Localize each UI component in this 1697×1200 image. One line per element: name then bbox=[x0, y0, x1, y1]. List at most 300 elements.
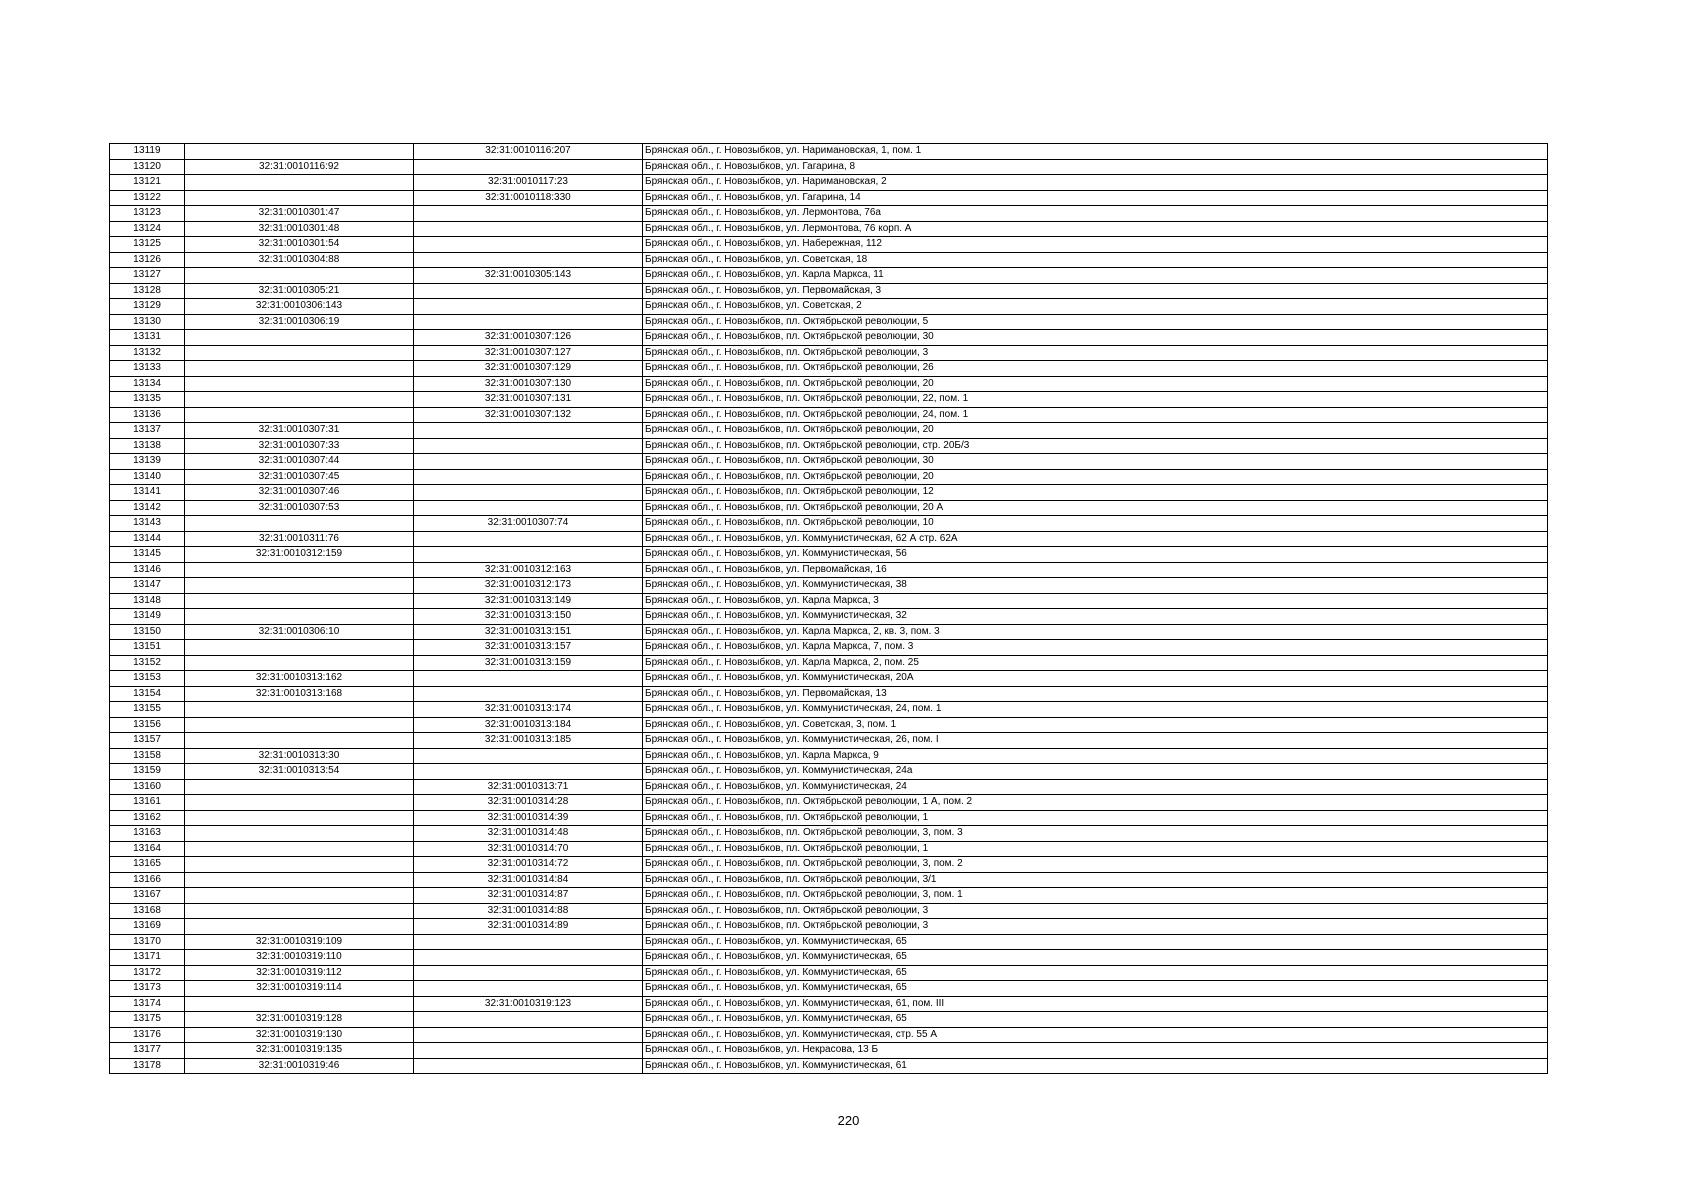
row-number-cell: 13141 bbox=[110, 485, 185, 501]
cadastral-number-alt-cell: 32:31:0010307:132 bbox=[414, 407, 643, 423]
row-number-cell: 13149 bbox=[110, 609, 185, 625]
table-row bbox=[110, 624, 1548, 640]
table-row bbox=[110, 903, 1548, 919]
cadastral-number-cell bbox=[185, 516, 414, 532]
cadastral-number-cell bbox=[185, 392, 414, 408]
row-number-cell: 13166 bbox=[110, 872, 185, 888]
table-row bbox=[110, 1027, 1548, 1043]
table-row bbox=[110, 438, 1548, 454]
cadastral-number-alt-cell: 32:31:0010313:157 bbox=[414, 640, 643, 656]
address-cell: Брянская обл., г. Новозыбков, пл. Октябрьской революции, 5 bbox=[643, 314, 1548, 330]
cadastral-number-alt-cell bbox=[414, 965, 643, 981]
cadastral-number-cell: 32:31:0010305:21 bbox=[185, 283, 414, 299]
table-row bbox=[110, 144, 1548, 160]
table-row bbox=[110, 717, 1548, 733]
cadastral-number-alt-cell: 32:31:0010312:163 bbox=[414, 562, 643, 578]
table-row bbox=[110, 640, 1548, 656]
cadastral-number-alt-cell: 32:31:0010307:129 bbox=[414, 361, 643, 377]
cadastral-number-cell bbox=[185, 562, 414, 578]
cadastral-number-alt-cell bbox=[414, 748, 643, 764]
table-row bbox=[110, 516, 1548, 532]
table-row bbox=[110, 857, 1548, 873]
cadastral-number-alt-cell bbox=[414, 283, 643, 299]
row-number-cell: 13146 bbox=[110, 562, 185, 578]
cadastral-number-alt-cell bbox=[414, 500, 643, 516]
row-number-cell: 13156 bbox=[110, 717, 185, 733]
address-cell: Брянская обл., г. Новозыбков, ул. Наримановская, 2 bbox=[643, 175, 1548, 191]
table-row bbox=[110, 686, 1548, 702]
row-number-cell: 13136 bbox=[110, 407, 185, 423]
address-cell: Брянская обл., г. Новозыбков, ул. Коммунистическая, 62 А стр. 62А bbox=[643, 531, 1548, 547]
cadastral-number-cell: 32:31:0010313:168 bbox=[185, 686, 414, 702]
table-row bbox=[110, 671, 1548, 687]
cadastral-number-alt-cell: 32:31:0010314:39 bbox=[414, 810, 643, 826]
cadastral-number-alt-cell: 32:31:0010313:159 bbox=[414, 655, 643, 671]
row-number-cell: 13168 bbox=[110, 903, 185, 919]
address-cell: Брянская обл., г. Новозыбков, ул. Лермонтова, 76а bbox=[643, 206, 1548, 222]
cadastral-number-alt-cell bbox=[414, 159, 643, 175]
row-number-cell: 13167 bbox=[110, 888, 185, 904]
cadastral-number-alt-cell: 32:31:0010313:71 bbox=[414, 779, 643, 795]
table-row bbox=[110, 981, 1548, 997]
cadastral-number-cell bbox=[185, 872, 414, 888]
cadastral-number-cell bbox=[185, 717, 414, 733]
address-cell: Брянская обл., г. Новозыбков, пл. Октябрьской революции, 1 bbox=[643, 810, 1548, 826]
address-cell: Брянская обл., г. Новозыбков, пл. Октябрьской революции, 3, пом. 1 bbox=[643, 888, 1548, 904]
address-cell: Брянская обл., г. Новозыбков, ул. Первомайская, 13 bbox=[643, 686, 1548, 702]
cadastral-number-alt-cell bbox=[414, 671, 643, 687]
address-cell: Брянская обл., г. Новозыбков, пл. Октябрьской революции, 26 bbox=[643, 361, 1548, 377]
row-number-cell: 13153 bbox=[110, 671, 185, 687]
cadastral-number-cell: 32:31:0010311:76 bbox=[185, 531, 414, 547]
row-number-cell: 13144 bbox=[110, 531, 185, 547]
cadastral-number-cell bbox=[185, 810, 414, 826]
address-cell: Брянская обл., г. Новозыбков, ул. Коммунистическая, 20А bbox=[643, 671, 1548, 687]
table-row bbox=[110, 283, 1548, 299]
table-row bbox=[110, 702, 1548, 718]
address-cell: Брянская обл., г. Новозыбков, ул. Коммунистическая, 56 bbox=[643, 547, 1548, 563]
cadastral-number-alt-cell: 32:31:0010307:131 bbox=[414, 392, 643, 408]
row-number-cell: 13119 bbox=[110, 144, 185, 160]
row-number-cell: 13150 bbox=[110, 624, 185, 640]
cadastral-number-alt-cell: 32:31:0010314:88 bbox=[414, 903, 643, 919]
cadastral-number-cell: 32:31:0010307:45 bbox=[185, 469, 414, 485]
table-row bbox=[110, 454, 1548, 470]
cadastral-number-alt-cell: 32:31:0010314:48 bbox=[414, 826, 643, 842]
row-number-cell: 13143 bbox=[110, 516, 185, 532]
address-cell: Брянская обл., г. Новозыбков, пл. Октябрьской революции, 3, пом. 3 bbox=[643, 826, 1548, 842]
address-cell: Брянская обл., г. Новозыбков, ул. Коммунистическая, 61, пом. III bbox=[643, 996, 1548, 1012]
row-number-cell: 13142 bbox=[110, 500, 185, 516]
cadastral-number-alt-cell bbox=[414, 1043, 643, 1059]
table-row bbox=[110, 376, 1548, 392]
table-row bbox=[110, 826, 1548, 842]
cadastral-number-alt-cell bbox=[414, 438, 643, 454]
cadastral-number-cell bbox=[185, 857, 414, 873]
row-number-cell: 13159 bbox=[110, 764, 185, 780]
cadastral-number-alt-cell: 32:31:0010307:130 bbox=[414, 376, 643, 392]
row-number-cell: 13175 bbox=[110, 1012, 185, 1028]
cadastral-number-alt-cell bbox=[414, 1027, 643, 1043]
cadastral-number-cell: 32:31:0010319:110 bbox=[185, 950, 414, 966]
address-cell: Брянская обл., г. Новозыбков, ул. Коммунистическая, 61 bbox=[643, 1058, 1548, 1074]
table-row bbox=[110, 950, 1548, 966]
address-cell: Брянская обл., г. Новозыбков, ул. Набережная, 112 bbox=[643, 237, 1548, 253]
cadastral-number-cell bbox=[185, 268, 414, 284]
row-number-cell: 13163 bbox=[110, 826, 185, 842]
cadastral-number-cell: 32:31:0010319:130 bbox=[185, 1027, 414, 1043]
address-cell: Брянская обл., г. Новозыбков, пл. Октябрьской революции, 30 bbox=[643, 330, 1548, 346]
address-cell: Брянская обл., г. Новозыбков, пл. Октябрьской революции, 20 bbox=[643, 469, 1548, 485]
cadastral-number-alt-cell: 32:31:0010314:84 bbox=[414, 872, 643, 888]
table-row bbox=[110, 407, 1548, 423]
row-number-cell: 13127 bbox=[110, 268, 185, 284]
address-cell: Брянская обл., г. Новозыбков, ул. Коммунистическая, 65 bbox=[643, 950, 1548, 966]
cadastral-number-alt-cell bbox=[414, 206, 643, 222]
cadastral-number-cell: 32:31:0010319:109 bbox=[185, 934, 414, 950]
cadastral-number-cell: 32:31:0010116:92 bbox=[185, 159, 414, 175]
cadastral-number-cell: 32:31:0010307:46 bbox=[185, 485, 414, 501]
cadastral-number-cell: 32:31:0010307:53 bbox=[185, 500, 414, 516]
cadastral-number-cell: 32:31:0010313:162 bbox=[185, 671, 414, 687]
table-row bbox=[110, 485, 1548, 501]
cadastral-number-alt-cell bbox=[414, 950, 643, 966]
row-number-cell: 13135 bbox=[110, 392, 185, 408]
row-number-cell: 13152 bbox=[110, 655, 185, 671]
row-number-cell: 13132 bbox=[110, 345, 185, 361]
cadastral-number-alt-cell: 32:31:0010313:174 bbox=[414, 702, 643, 718]
row-number-cell: 13165 bbox=[110, 857, 185, 873]
table-row bbox=[110, 733, 1548, 749]
cadastral-number-cell: 32:31:0010306:143 bbox=[185, 299, 414, 315]
cadastral-number-alt-cell: 32:31:0010307:127 bbox=[414, 345, 643, 361]
row-number-cell: 13139 bbox=[110, 454, 185, 470]
address-cell: Брянская обл., г. Новозыбков, пл. Октябрьской революции, 3 bbox=[643, 345, 1548, 361]
table-row bbox=[110, 361, 1548, 377]
table-row bbox=[110, 330, 1548, 346]
row-number-cell: 13133 bbox=[110, 361, 185, 377]
page-number: 220 bbox=[837, 1113, 860, 1128]
table-row bbox=[110, 252, 1548, 268]
address-cell: Брянская обл., г. Новозыбков, ул. Коммунистическая, 32 bbox=[643, 609, 1548, 625]
table-row bbox=[110, 562, 1548, 578]
cadastral-number-cell: 32:31:0010312:159 bbox=[185, 547, 414, 563]
address-cell: Брянская обл., г. Новозыбков, пл. Октябрьской революции, 24, пом. 1 bbox=[643, 407, 1548, 423]
address-cell: Брянская обл., г. Новозыбков, ул. Коммунистическая, стр. 55 А bbox=[643, 1027, 1548, 1043]
address-cell: Брянская обл., г. Новозыбков, ул. Коммунистическая, 38 bbox=[643, 578, 1548, 594]
cadastral-number-alt-cell: 32:31:0010313:151 bbox=[414, 624, 643, 640]
address-cell: Брянская обл., г. Новозыбков, пл. Октябрьской революции, 10 bbox=[643, 516, 1548, 532]
address-cell: Брянская обл., г. Новозыбков, пл. Октябрьской революции, 3, пом. 2 bbox=[643, 857, 1548, 873]
table-row bbox=[110, 392, 1548, 408]
cadastral-number-alt-cell: 32:31:0010307:74 bbox=[414, 516, 643, 532]
table-row bbox=[110, 764, 1548, 780]
cadastral-number-cell bbox=[185, 144, 414, 160]
cadastral-number-cell bbox=[185, 640, 414, 656]
cadastral-number-cell bbox=[185, 330, 414, 346]
row-number-cell: 13140 bbox=[110, 469, 185, 485]
cadastral-number-cell bbox=[185, 578, 414, 594]
cadastral-number-cell: 32:31:0010306:19 bbox=[185, 314, 414, 330]
cadastral-number-alt-cell bbox=[414, 1058, 643, 1074]
row-number-cell: 13125 bbox=[110, 237, 185, 253]
cadastral-number-alt-cell: 32:31:0010313:185 bbox=[414, 733, 643, 749]
cadastral-number-alt-cell bbox=[414, 314, 643, 330]
table-row bbox=[110, 1058, 1548, 1074]
cadastral-number-alt-cell bbox=[414, 547, 643, 563]
cadastral-number-alt-cell: 32:31:0010118:330 bbox=[414, 190, 643, 206]
address-cell: Брянская обл., г. Новозыбков, ул. Коммунистическая, 65 bbox=[643, 934, 1548, 950]
row-number-cell: 13121 bbox=[110, 175, 185, 191]
cadastral-number-cell bbox=[185, 609, 414, 625]
table-row bbox=[110, 237, 1548, 253]
table-row bbox=[110, 593, 1548, 609]
cadastral-number-alt-cell: 32:31:0010314:70 bbox=[414, 841, 643, 857]
cadastral-number-alt-cell: 32:31:0010319:123 bbox=[414, 996, 643, 1012]
row-number-cell: 13158 bbox=[110, 748, 185, 764]
cadastral-number-cell bbox=[185, 361, 414, 377]
table-row bbox=[110, 314, 1548, 330]
row-number-cell: 13130 bbox=[110, 314, 185, 330]
table-row bbox=[110, 531, 1548, 547]
address-cell: Брянская обл., г. Новозыбков, ул. Гагарина, 8 bbox=[643, 159, 1548, 175]
cadastral-number-cell bbox=[185, 190, 414, 206]
address-cell: Брянская обл., г. Новозыбков, ул. Карла Маркса, 2, пом. 25 bbox=[643, 655, 1548, 671]
address-cell: Брянская обл., г. Новозыбков, ул. Советская, 18 bbox=[643, 252, 1548, 268]
table-row bbox=[110, 779, 1548, 795]
address-cell: Брянская обл., г. Новозыбков, ул. Карла Маркса, 3 bbox=[643, 593, 1548, 609]
table-row bbox=[110, 1043, 1548, 1059]
table-row bbox=[110, 1012, 1548, 1028]
cadastral-number-alt-cell bbox=[414, 252, 643, 268]
cadastral-number-cell bbox=[185, 345, 414, 361]
table-row bbox=[110, 578, 1548, 594]
registry-table-body bbox=[110, 144, 1548, 1074]
table-row bbox=[110, 996, 1548, 1012]
table-row bbox=[110, 175, 1548, 191]
row-number-cell: 13177 bbox=[110, 1043, 185, 1059]
cadastral-number-alt-cell bbox=[414, 485, 643, 501]
cadastral-number-alt-cell: 32:31:0010313:149 bbox=[414, 593, 643, 609]
row-number-cell: 13131 bbox=[110, 330, 185, 346]
cadastral-number-cell: 32:31:0010301:54 bbox=[185, 237, 414, 253]
cadastral-number-alt-cell: 32:31:0010314:72 bbox=[414, 857, 643, 873]
cadastral-number-cell bbox=[185, 826, 414, 842]
cadastral-number-cell: 32:31:0010306:10 bbox=[185, 624, 414, 640]
row-number-cell: 13178 bbox=[110, 1058, 185, 1074]
row-number-cell: 13137 bbox=[110, 423, 185, 439]
address-cell: Брянская обл., г. Новозыбков, ул. Коммунистическая, 65 bbox=[643, 965, 1548, 981]
address-cell: Брянская обл., г. Новозыбков, пл. Октябрьской революции, 20 А bbox=[643, 500, 1548, 516]
cadastral-number-cell bbox=[185, 593, 414, 609]
row-number-cell: 13147 bbox=[110, 578, 185, 594]
row-number-cell: 13174 bbox=[110, 996, 185, 1012]
cadastral-number-cell bbox=[185, 175, 414, 191]
address-cell: Брянская обл., г. Новозыбков, пл. Октябрьской революции, 3 bbox=[643, 919, 1548, 935]
address-cell: Брянская обл., г. Новозыбков, ул. Карла Маркса, 11 bbox=[643, 268, 1548, 284]
table-row bbox=[110, 888, 1548, 904]
address-cell: Брянская обл., г. Новозыбков, ул. Коммунистическая, 24а bbox=[643, 764, 1548, 780]
row-number-cell: 13123 bbox=[110, 206, 185, 222]
cadastral-number-cell: 32:31:0010313:30 bbox=[185, 748, 414, 764]
table-row bbox=[110, 965, 1548, 981]
address-cell: Брянская обл., г. Новозыбков, ул. Советская, 3, пом. 1 bbox=[643, 717, 1548, 733]
address-cell: Брянская обл., г. Новозыбков, пл. Октябрьской революции, 20 bbox=[643, 423, 1548, 439]
row-number-cell: 13154 bbox=[110, 686, 185, 702]
address-cell: Брянская обл., г. Новозыбков, ул. Коммунистическая, 24, пом. 1 bbox=[643, 702, 1548, 718]
row-number-cell: 13162 bbox=[110, 810, 185, 826]
row-number-cell: 13155 bbox=[110, 702, 185, 718]
table-row bbox=[110, 159, 1548, 175]
cadastral-number-cell bbox=[185, 795, 414, 811]
cadastral-number-cell: 32:31:0010304:88 bbox=[185, 252, 414, 268]
row-number-cell: 13164 bbox=[110, 841, 185, 857]
table-row bbox=[110, 934, 1548, 950]
table-row bbox=[110, 206, 1548, 222]
address-cell: Брянская обл., г. Новозыбков, пл. Октябрьской революции, 12 bbox=[643, 485, 1548, 501]
address-cell: Брянская обл., г. Новозыбков, ул. Карла Маркса, 7, пом. 3 bbox=[643, 640, 1548, 656]
row-number-cell: 13148 bbox=[110, 593, 185, 609]
cadastral-number-alt-cell: 32:31:0010314:89 bbox=[414, 919, 643, 935]
cadastral-number-cell bbox=[185, 841, 414, 857]
cadastral-number-alt-cell: 32:31:0010314:87 bbox=[414, 888, 643, 904]
table-row bbox=[110, 500, 1548, 516]
row-number-cell: 13176 bbox=[110, 1027, 185, 1043]
cadastral-number-alt-cell: 32:31:0010307:126 bbox=[414, 330, 643, 346]
cadastral-number-alt-cell: 32:31:0010116:207 bbox=[414, 144, 643, 160]
cadastral-number-cell bbox=[185, 655, 414, 671]
cadastral-number-cell: 32:31:0010319:46 bbox=[185, 1058, 414, 1074]
address-cell: Брянская обл., г. Новозыбков, пл. Октябрьской революции, 20 bbox=[643, 376, 1548, 392]
table-row bbox=[110, 345, 1548, 361]
cadastral-number-cell: 32:31:0010307:31 bbox=[185, 423, 414, 439]
address-cell: Брянская обл., г. Новозыбков, ул. Коммунистическая, 65 bbox=[643, 981, 1548, 997]
cadastral-number-alt-cell bbox=[414, 531, 643, 547]
address-cell: Брянская обл., г. Новозыбков, ул. Лермонтова, 76 корп. А bbox=[643, 221, 1548, 237]
address-cell: Брянская обл., г. Новозыбков, ул. Карла Маркса, 9 bbox=[643, 748, 1548, 764]
table-row bbox=[110, 547, 1548, 563]
cadastral-number-alt-cell: 32:31:0010313:184 bbox=[414, 717, 643, 733]
property-registry-table bbox=[109, 143, 1548, 1074]
row-number-cell: 13173 bbox=[110, 981, 185, 997]
row-number-cell: 13172 bbox=[110, 965, 185, 981]
cadastral-number-cell bbox=[185, 733, 414, 749]
row-number-cell: 13161 bbox=[110, 795, 185, 811]
table-row bbox=[110, 841, 1548, 857]
cadastral-number-cell bbox=[185, 919, 414, 935]
row-number-cell: 13134 bbox=[110, 376, 185, 392]
cadastral-number-cell: 32:31:0010307:33 bbox=[185, 438, 414, 454]
row-number-cell: 13160 bbox=[110, 779, 185, 795]
row-number-cell: 13145 bbox=[110, 547, 185, 563]
cadastral-number-cell: 32:31:0010301:47 bbox=[185, 206, 414, 222]
cadastral-number-alt-cell bbox=[414, 981, 643, 997]
cadastral-number-cell: 32:31:0010313:54 bbox=[185, 764, 414, 780]
cadastral-number-cell: 32:31:0010319:128 bbox=[185, 1012, 414, 1028]
cadastral-number-alt-cell: 32:31:0010314:28 bbox=[414, 795, 643, 811]
cadastral-number-cell: 32:31:0010319:114 bbox=[185, 981, 414, 997]
table-row bbox=[110, 795, 1548, 811]
address-cell: Брянская обл., г. Новозыбков, пл. Октябрьской революции, 3 bbox=[643, 903, 1548, 919]
cadastral-number-alt-cell bbox=[414, 469, 643, 485]
cadastral-number-alt-cell: 32:31:0010117:23 bbox=[414, 175, 643, 191]
cadastral-number-cell: 32:31:0010301:48 bbox=[185, 221, 414, 237]
row-number-cell: 13124 bbox=[110, 221, 185, 237]
cadastral-number-cell bbox=[185, 888, 414, 904]
cadastral-number-alt-cell: 32:31:0010305:143 bbox=[414, 268, 643, 284]
row-number-cell: 13157 bbox=[110, 733, 185, 749]
table-row bbox=[110, 655, 1548, 671]
address-cell: Брянская обл., г. Новозыбков, ул. Коммунистическая, 24 bbox=[643, 779, 1548, 795]
cadastral-number-cell bbox=[185, 376, 414, 392]
address-cell: Брянская обл., г. Новозыбков, ул. Некрасова, 13 Б bbox=[643, 1043, 1548, 1059]
row-number-cell: 13122 bbox=[110, 190, 185, 206]
table-row bbox=[110, 810, 1548, 826]
cadastral-number-cell: 32:31:0010319:135 bbox=[185, 1043, 414, 1059]
table-row bbox=[110, 190, 1548, 206]
address-cell: Брянская обл., г. Новозыбков, ул. Карла Маркса, 2, кв. 3, пом. 3 bbox=[643, 624, 1548, 640]
cadastral-number-cell: 32:31:0010319:112 bbox=[185, 965, 414, 981]
cadastral-number-cell bbox=[185, 996, 414, 1012]
cadastral-number-alt-cell bbox=[414, 764, 643, 780]
address-cell: Брянская обл., г. Новозыбков, ул. Первомайская, 16 bbox=[643, 562, 1548, 578]
cadastral-number-alt-cell: 32:31:0010313:150 bbox=[414, 609, 643, 625]
table-row bbox=[110, 268, 1548, 284]
cadastral-number-alt-cell bbox=[414, 454, 643, 470]
address-cell: Брянская обл., г. Новозыбков, ул. Наримановская, 1, пом. 1 bbox=[643, 144, 1548, 160]
cadastral-number-alt-cell bbox=[414, 1012, 643, 1028]
row-number-cell: 13171 bbox=[110, 950, 185, 966]
row-number-cell: 13128 bbox=[110, 283, 185, 299]
cadastral-number-alt-cell bbox=[414, 423, 643, 439]
address-cell: Брянская обл., г. Новозыбков, ул. Коммунистическая, 26, пом. I bbox=[643, 733, 1548, 749]
cadastral-number-alt-cell bbox=[414, 934, 643, 950]
table-row bbox=[110, 872, 1548, 888]
address-cell: Брянская обл., г. Новозыбков, ул. Гагарина, 14 bbox=[643, 190, 1548, 206]
cadastral-number-alt-cell: 32:31:0010312:173 bbox=[414, 578, 643, 594]
address-cell: Брянская обл., г. Новозыбков, пл. Октябрьской революции, 1 bbox=[643, 841, 1548, 857]
cadastral-number-alt-cell bbox=[414, 686, 643, 702]
row-number-cell: 13129 bbox=[110, 299, 185, 315]
cadastral-number-cell bbox=[185, 779, 414, 795]
address-cell: Брянская обл., г. Новозыбков, пл. Октябрьской революции, 3/1 bbox=[643, 872, 1548, 888]
cadastral-number-cell bbox=[185, 903, 414, 919]
table-row bbox=[110, 221, 1548, 237]
cadastral-number-cell bbox=[185, 407, 414, 423]
row-number-cell: 13151 bbox=[110, 640, 185, 656]
row-number-cell: 13120 bbox=[110, 159, 185, 175]
table-row bbox=[110, 469, 1548, 485]
address-cell: Брянская обл., г. Новозыбков, пл. Октябрьской революции, стр. 20Б/3 bbox=[643, 438, 1548, 454]
address-cell: Брянская обл., г. Новозыбков, пл. Октябрьской революции, 30 bbox=[643, 454, 1548, 470]
cadastral-number-cell: 32:31:0010307:44 bbox=[185, 454, 414, 470]
cadastral-number-alt-cell bbox=[414, 237, 643, 253]
row-number-cell: 13126 bbox=[110, 252, 185, 268]
address-cell: Брянская обл., г. Новозыбков, ул. Первомайская, 3 bbox=[643, 283, 1548, 299]
table-row bbox=[110, 609, 1548, 625]
row-number-cell: 13169 bbox=[110, 919, 185, 935]
table-row bbox=[110, 423, 1548, 439]
row-number-cell: 13170 bbox=[110, 934, 185, 950]
address-cell: Брянская обл., г. Новозыбков, пл. Октябрьской революции, 1 А, пом. 2 bbox=[643, 795, 1548, 811]
address-cell: Брянская обл., г. Новозыбков, ул. Коммунистическая, 65 bbox=[643, 1012, 1548, 1028]
table-row bbox=[110, 748, 1548, 764]
address-cell: Брянская обл., г. Новозыбков, пл. Октябрьской революции, 22, пом. 1 bbox=[643, 392, 1548, 408]
address-cell: Брянская обл., г. Новозыбков, ул. Советская, 2 bbox=[643, 299, 1548, 315]
table-row bbox=[110, 299, 1548, 315]
row-number-cell: 13138 bbox=[110, 438, 185, 454]
cadastral-number-alt-cell bbox=[414, 221, 643, 237]
